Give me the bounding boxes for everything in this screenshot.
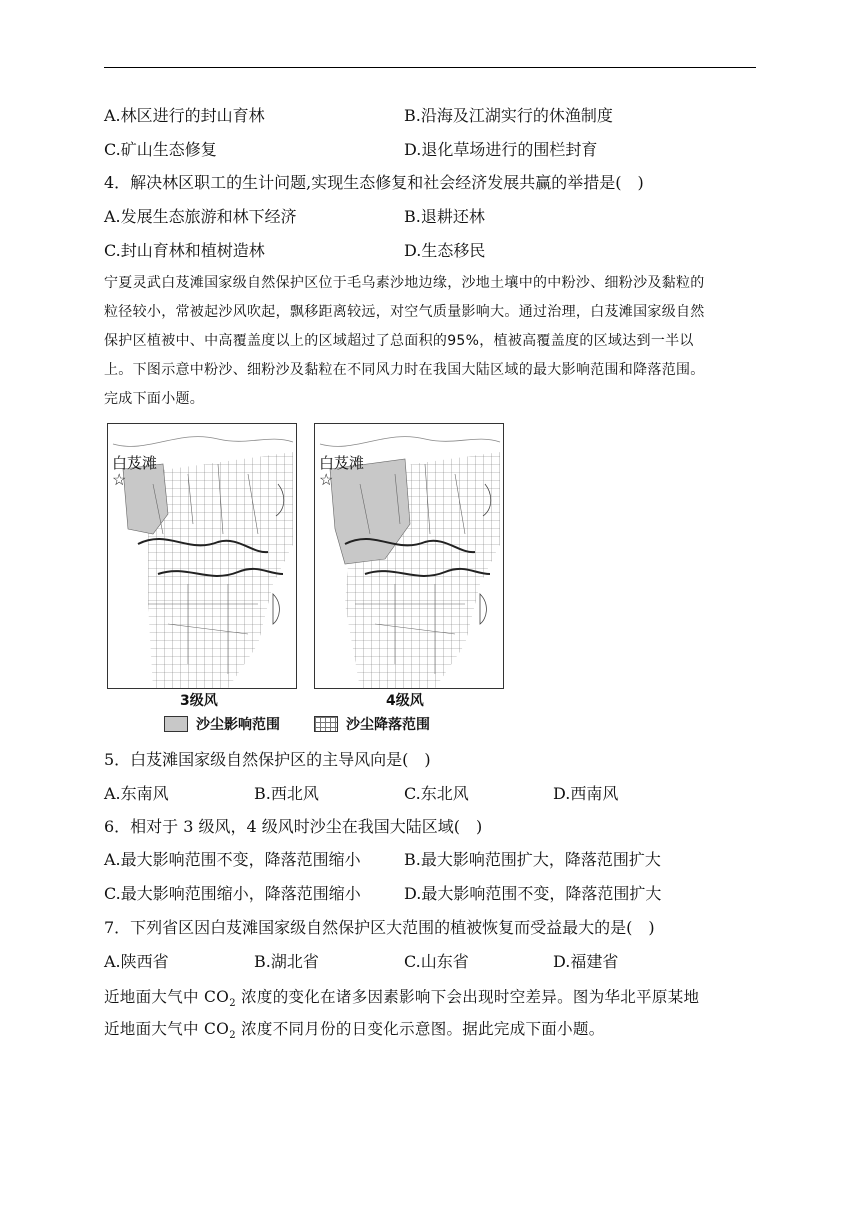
q5-option-c[interactable]: C.东北风 — [404, 784, 469, 803]
q4-option-c[interactable]: C.封山育林和植树造林 — [104, 241, 265, 260]
map-4-level-wind — [314, 423, 504, 689]
q3-option-d[interactable]: D.退化草场进行的围栏封育 — [404, 140, 598, 159]
star-icon: ☆ — [112, 470, 127, 489]
caption-4-level-wind: 4级风 — [386, 693, 424, 709]
q7-option-c[interactable]: C.山东省 — [404, 952, 469, 971]
passage2-line-1: 近地面大气中 $CO_2$ 浓度的变化在诸多因素影响下会出现时空差异。图为华北平原某地 — [104, 988, 700, 1010]
q3-option-c[interactable]: C.矿山生态修复 — [104, 140, 217, 159]
q6-option-d[interactable]: D.最大影响范围不变，降落范围扩大 — [404, 884, 662, 903]
header-rule — [104, 67, 756, 68]
legend-influence-label: 沙尘影响范围 — [196, 717, 280, 733]
q5-option-a[interactable]: A.东南风 — [104, 784, 169, 803]
star-icon: ☆ — [319, 470, 334, 489]
q5-option-b[interactable]: B.西北风 — [254, 784, 319, 803]
q4-option-a[interactable]: A.发展生态旅游和林下经济 — [104, 207, 297, 226]
q5-stem: 5．白芨滩国家级自然保护区的主导风向是( ) — [104, 750, 431, 769]
passage1-line-5: 完成下面小题。 — [104, 391, 205, 407]
q6-option-a[interactable]: A.最大影响范围不变，降落范围缩小 — [104, 850, 361, 869]
q3-option-b[interactable]: B.沿海及江湖实行的休渔制度 — [404, 106, 613, 125]
q7-stem: 7．下列省区因白芨滩国家级自然保护区大范围的植被恢复而受益最大的是( ) — [104, 918, 655, 937]
q6-option-c[interactable]: C.最大影响范围缩小，降落范围缩小 — [104, 884, 361, 903]
legend-fall-swatch — [314, 716, 338, 732]
q3-option-a[interactable]: A.林区进行的封山育林 — [104, 106, 265, 125]
q6-stem: 6．相对于 3 级风，4 级风时沙尘在我国大陆区域( ) — [104, 817, 483, 836]
q7-option-a[interactable]: A.陕西省 — [104, 952, 169, 971]
map-label-baijitan: 白芨滩 — [319, 454, 365, 472]
map-3-level-wind — [107, 423, 297, 689]
q7-option-b[interactable]: B.湖北省 — [254, 952, 319, 971]
caption-3-level-wind: 3级风 — [180, 693, 218, 709]
q4-stem: 4．解决林区职工的生计问题,实现生态修复和社会经济发展共赢的举措是( ) — [104, 173, 644, 192]
q6-option-b[interactable]: B.最大影响范围扩大，降落范围扩大 — [404, 850, 661, 869]
passage1-line-1: 宁夏灵武白芨滩国家级自然保护区位于毛乌素沙地边缘，沙地土壤中的中粉沙、细粉沙及黏粒的 — [104, 275, 705, 291]
q4-option-d[interactable]: D.生态移民 — [404, 241, 486, 260]
q7-option-d[interactable]: D.福建省 — [553, 952, 619, 971]
passage1-line-2: 粒径较小，常被起沙风吹起，飘移距离较远，对空气质量影响大。通过治理，白芨滩国家级自然 — [104, 304, 705, 320]
legend-fall-label: 沙尘降落范围 — [346, 717, 430, 733]
legend-influence-swatch — [164, 716, 188, 732]
passage1-line-4: 上。下图示意中粉沙、细粉沙及黏粒在不同风力时在我国大陆区域的最大影响范围和降落范围。 — [104, 362, 705, 378]
q4-option-b[interactable]: B.退耕还林 — [404, 207, 485, 226]
map-label-baijitan: 白芨滩 — [112, 454, 158, 472]
passage2-line-2: 近地面大气中 $CO_2$ 浓度不同月份的日变化示意图。据此完成下面小题。 — [104, 1020, 605, 1042]
passage1-line-3: 保护区植被中、中高覆盖度以上的区域超过了总面积的95%，植被高覆盖度的区域达到一半以 — [104, 333, 694, 349]
q5-option-d[interactable]: D.西南风 — [553, 784, 619, 803]
